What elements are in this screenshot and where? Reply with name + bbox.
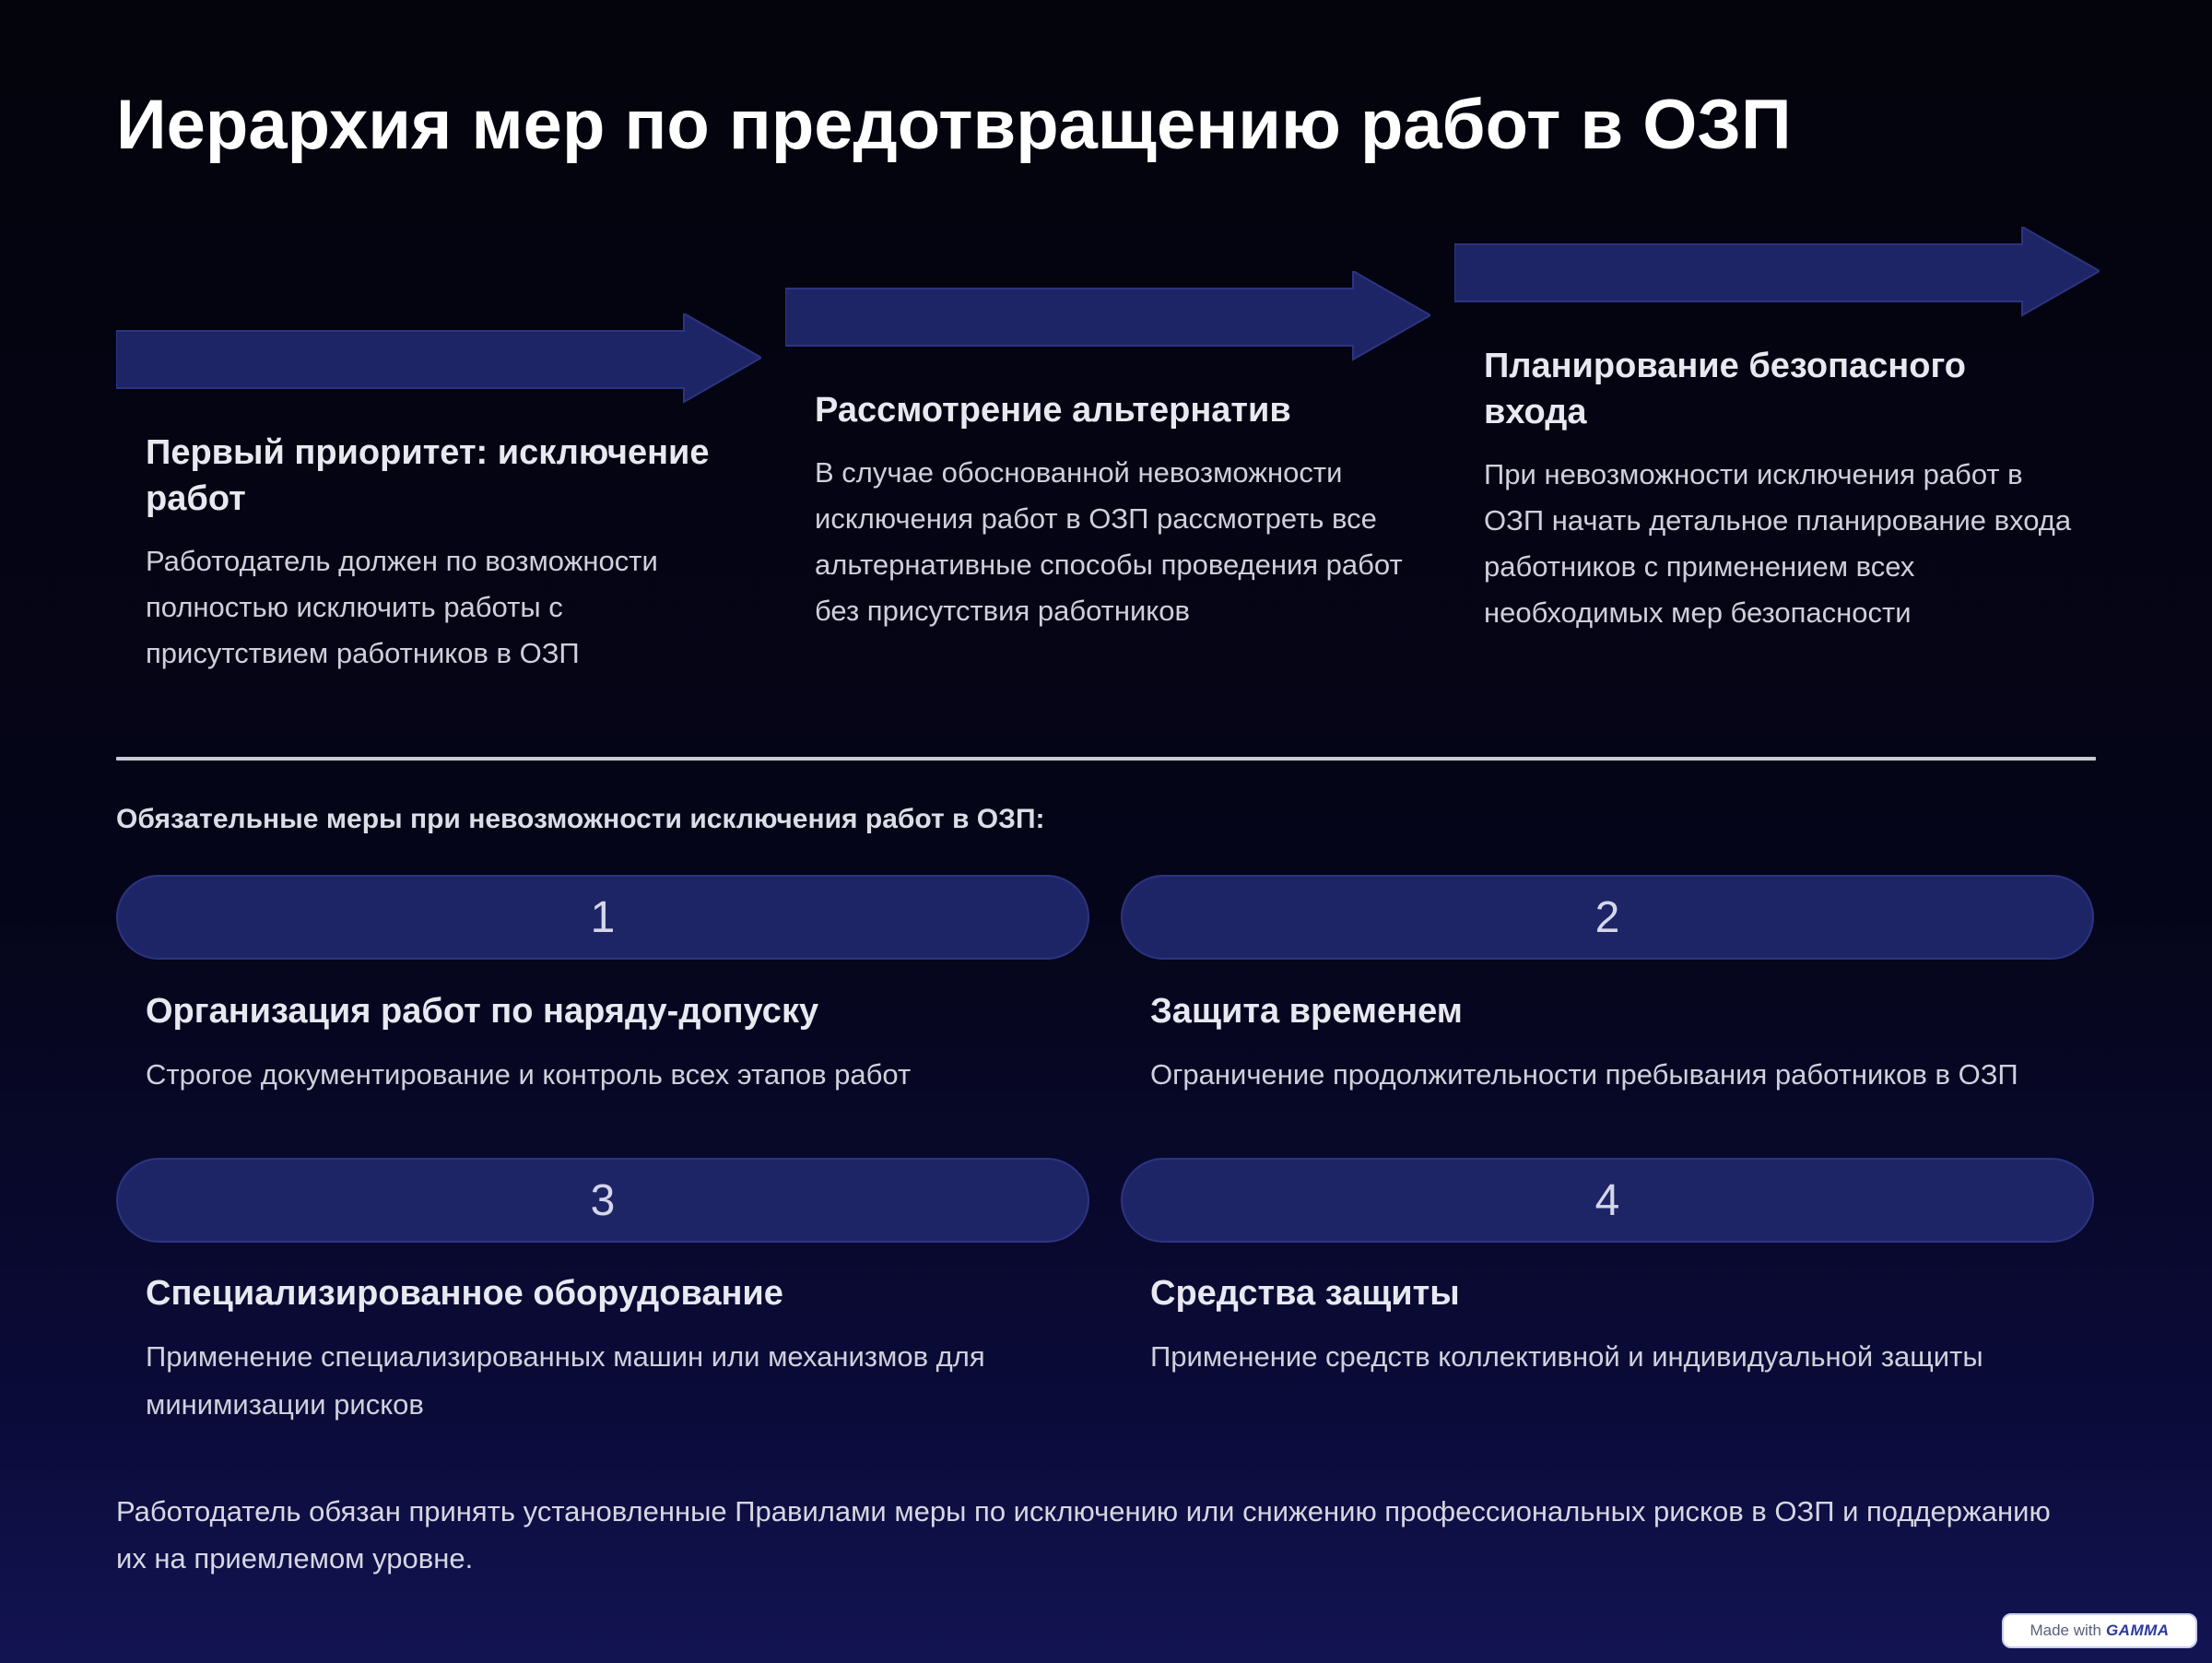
step-2 [815, 387, 1405, 634]
step-title: Планирование безопасного входа [1484, 347, 1967, 431]
step-3 [1484, 343, 2074, 636]
step-description: В случае обоснованной невозможности исключения работ в ОЗП рассмотреть все альтернативные способы проведения работ без присутствия работников [815, 456, 1403, 627]
step-title: Первый приоритет: исключение работ [146, 433, 710, 518]
step-title: Рассмотрение альтернатив [815, 391, 1291, 430]
footer-note: Работодатель обязан принять установленные Правилами меры по исключению или снижению профессиональных рисков в ОЗП и поддержанию их на приемлемом уровне. [116, 1495, 2051, 1575]
step-1 [146, 430, 735, 677]
measure-3 [146, 1270, 1067, 1429]
measure-title: Специализированное оборудование [146, 1274, 783, 1313]
measure-description: Применение специализированных машин или механизмов для минимизации рисков [146, 1340, 985, 1421]
measure-description: Применение средств коллективной и индивидуальной защиты [1150, 1340, 1983, 1373]
measure-2 [1150, 988, 2109, 1099]
step-arrow-2 [785, 271, 1430, 363]
step-arrow-3 [1454, 227, 2100, 319]
step-arrow-1 [116, 313, 761, 406]
mandatory-measures-label: Обязательные меры при невозможности исключения работ в ОЗП: [116, 804, 1045, 834]
measure-1 [146, 988, 1104, 1099]
measure-title: Защита временем [1150, 992, 1463, 1031]
section-divider [116, 757, 2096, 761]
made-with-gamma-badge[interactable] [2002, 1613, 2197, 1648]
measure-title: Организация работ по наряду-допуску [146, 992, 819, 1031]
measure-4 [1150, 1270, 2109, 1381]
measure-number-pill-4: 4 [1121, 1158, 2094, 1243]
measure-description: Ограничение продолжительности пребывания работников в ОЗП [1150, 1058, 2018, 1091]
page-title: Иерархия мер по предотвращению работ в ОЗП [116, 86, 1792, 164]
step-description: Работодатель должен по возможности полностью исключить работы с присутствием работников в ОЗП [146, 545, 658, 669]
measure-description: Строгое документирование и контроль всех этапов работ [146, 1058, 912, 1091]
measure-number-pill-1: 1 [116, 875, 1089, 960]
measure-number-pill-3: 3 [116, 1158, 1089, 1243]
measure-number-pill-2: 2 [1121, 875, 2094, 960]
gamma-logo: GAMMA [2105, 1622, 2170, 1639]
measure-title: Средства защиты [1150, 1274, 1460, 1313]
badge-prefix: Made with [2030, 1622, 2101, 1639]
step-description: При невозможности исключения работ в ОЗП начать детальное планирование входа работников с применением всех необходимых мер безопасности [1484, 458, 2072, 629]
